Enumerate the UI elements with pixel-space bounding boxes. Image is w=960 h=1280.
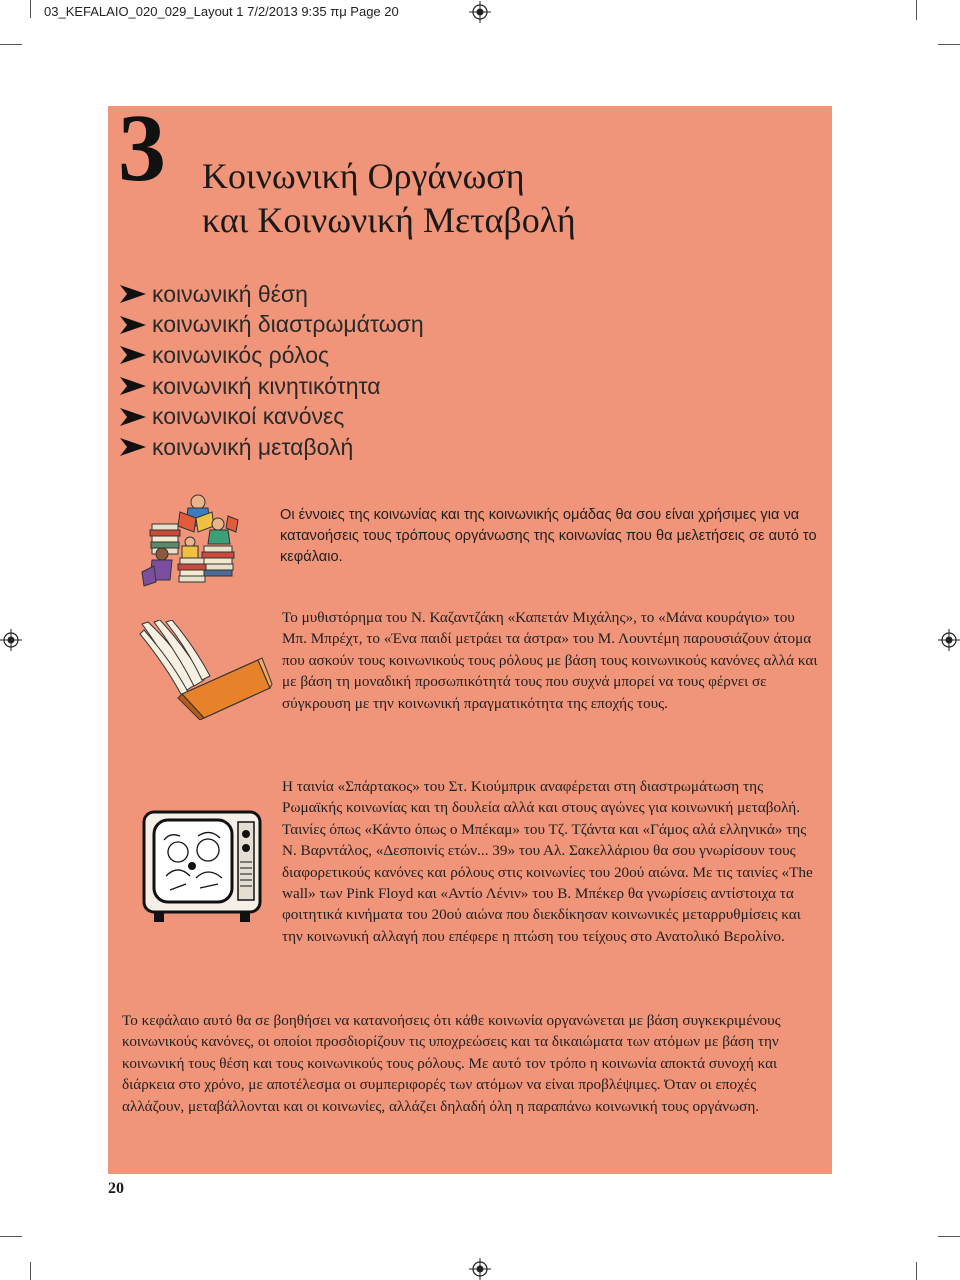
topic-list [120, 279, 424, 463]
chapter-number: 3 [118, 94, 166, 201]
films-paragraph: Η ταινία «Σπάρτακος» του Στ. Κιούμπρικ αναφέρεται στη διαστρωμάτωση της Ρωμαϊκής κοινωνίας και τη δουλεία αλλά και στους αγώνες για κοινωνική μεταβολή. Ταινίες όπως «Κάντο όπως ο Μπέκαμ» του Τζ. Τζάντα και «Γάμος αλά ελληνικά» της Ν. Βαρντάλος, «Δεσποινίς ετών... 39» του Αλ. Σακελλάριου θα σου γνωρίσουν τους διαφορετικούς κανόνες και ρόλους στις κοινωνίες του 20ού αιώνα. Με τις ταινίες «The wall» των Pink Floyd και «Αντίο Λένιν» του Β. Μπέκερ θα γνωρίσεις αντίστοιχα τα φοιτητικά κινήματα του 20ού αιώνα που διεκδίκησαν κοινωνικές μεταρρυθμίσεις και την κοινωνική αλλαγή που επέφερε η πτώση του τείχους στο Ανατολικό Βερολίνο. [282, 778, 813, 945]
registration-mark-icon [938, 629, 960, 651]
topic-label: κοινωνικοί κανόνες [152, 403, 345, 430]
topic-label: κοινωνική διαστρωμάτωση [152, 311, 424, 338]
registration-mark-icon [469, 1258, 491, 1280]
printer-slug: 03_KEFALAIO_020_029_Layout 1 7/2/2013 9:35 πμ Page 20 [44, 4, 399, 19]
topic-label: κοινωνική μεταβολή [152, 433, 354, 460]
list-item [120, 401, 424, 432]
topic-label: κοινωνικός ρόλος [152, 341, 330, 368]
crop-mark-icon [0, 44, 22, 45]
crop-mark-icon [916, 0, 917, 20]
arrow-bullet-icon [120, 346, 146, 364]
open-book-illustration [138, 620, 276, 720]
chapter-title-line-1: Κοινωνική Οργάνωση [202, 156, 525, 196]
crop-mark-icon [30, 0, 31, 18]
list-item [120, 371, 424, 402]
chapter-title [202, 154, 576, 242]
topic-label: κοινωνική κινητικότητα [152, 372, 381, 399]
list-item [120, 432, 424, 463]
list-item [120, 279, 424, 310]
page-number: 20 [108, 1180, 124, 1197]
registration-mark-icon [469, 1, 491, 23]
books-paragraph: Το μυθιστόρημα του Ν. Καζαντζάκη «Καπετάν Μιχάλης», το «Μάνα κουράγιο» του Μπ. Μπρέχτ, το «Ένα παιδί μετράει τα άστρα» του Μ. Λουντέμη παρουσιάζουν άτομα που ασκούν τους κοινωνικούς τους ρόλους με βάση τους κοινωνικούς κανόνες αλλά και με βάση τη μοναδική προσωπικότητά τους που συχνά μπορεί να τους φέρνει σε σύγκρουση με την κοινωνική πραγματικότητα της εποχής τους. [282, 609, 818, 712]
crop-mark-icon [0, 1236, 22, 1237]
intro-paragraph: Οι έννοιες της κοινωνίας και της κοινωνικής ομάδας θα σου είναι χρήσιμες για να κατανοήσεις τους τρόπους οργάνωσης της κοινωνίας που θα μελετήσεις σε αυτό το κεφάλαιο. [280, 507, 817, 566]
crop-mark-icon [938, 1236, 960, 1237]
list-item [120, 340, 424, 371]
crop-mark-icon [916, 1262, 917, 1280]
arrow-bullet-icon [120, 438, 146, 456]
children-reading-illustration [140, 492, 240, 588]
arrow-bullet-icon [120, 285, 146, 303]
summary-paragraph: Το κεφάλαιο αυτό θα σε βοηθήσει να κατανοήσεις ότι κάθε κοινωνία οργανώνεται με βάση συγκεκριμένους κοινωνικούς κανόνες, οι οποίοι προσδιορίζουν τις υποχρεώσεις και τα δικαιώματα των ατόμων με βάση την κοινωνική τους θέση και τους κοινωνικούς τους ρόλους. Με αυτό τον τρόπο η κοινωνία αποκτά συνοχή και διάρκεια στο χρόνο, με αποτέλεσμα οι συμπεριφορές των ατόμων να είναι προβλέψιμες. Όταν οι εποχές αλλάζουν, μεταβάλλονται και οι κοινωνίες, αλλάζει δηλαδή όλη η παραπάνω κοινωνική τους οργάνωση. [122, 1012, 781, 1115]
arrow-bullet-icon [120, 377, 146, 395]
crop-mark-icon [938, 44, 960, 45]
crop-mark-icon [30, 1262, 31, 1280]
registration-mark-icon [0, 629, 22, 651]
arrow-bullet-icon [120, 316, 146, 334]
list-item [120, 310, 424, 341]
topic-label: κοινωνική θέση [152, 280, 308, 307]
television-illustration [140, 806, 264, 926]
chapter-title-line-2: και Κοινωνική Μεταβολή [202, 200, 576, 240]
arrow-bullet-icon [120, 408, 146, 426]
